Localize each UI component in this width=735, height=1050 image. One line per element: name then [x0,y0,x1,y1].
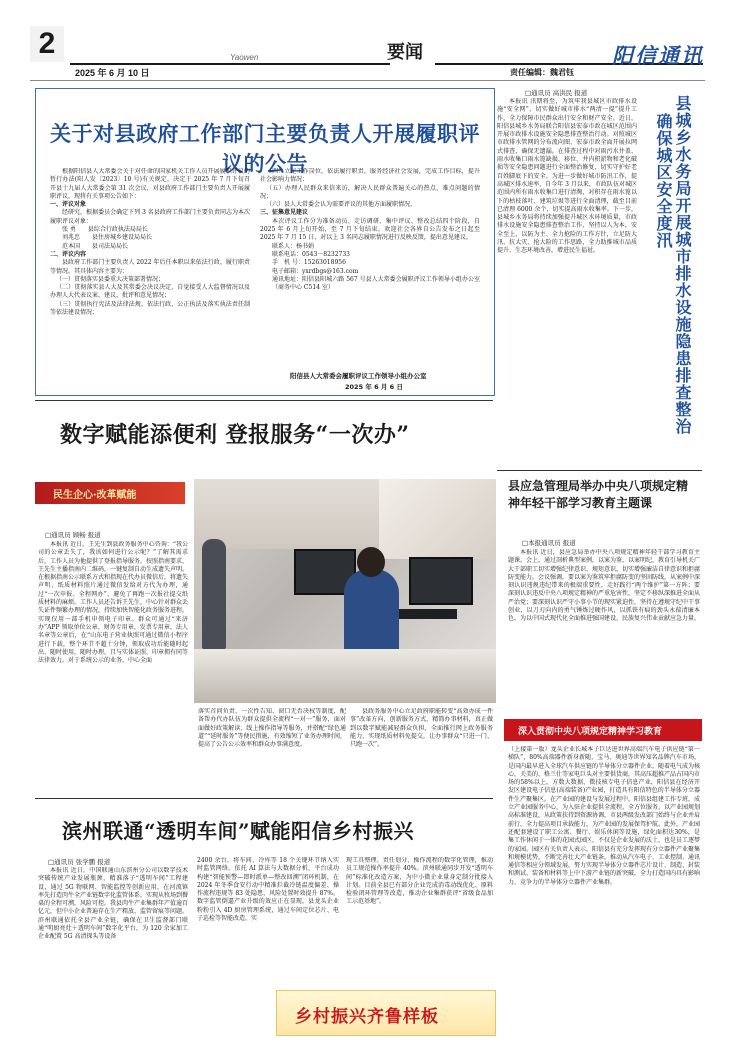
contact-address: 通讯地址：阳信县阳城六路 567 号县人大常委会履职评议工作领导小组办公室（商务中心 C514 室） [272,275,480,292]
digital-body-mid: 落实首问负责、一次性告知、窗口无否决权等制度，配备帮办代办队伍为群众提供全流程“一对一”服务，面对面做好政策解读、线上操作指导等服务，并搭配“绿色通道”“延时服务”等便民措施，有效缩短了业务办理时间，提高了公告公示效率和群众办事满意度。 [198,708,346,749]
notice-para: 经研究，根据委员会确定下列 3 名县政府工作部门主要负责同志为本次履职评议对象： [50,209,250,225]
photo-standing-person [202,539,226,649]
masthead: 阳信通讯 [612,43,704,68]
notice-para: （六）县人大常委会认为需要评议的其他方面履职情况。 [266,201,417,209]
flood-body: 本报讯 汛期将至，为筑牢我县城区市政排水设施“安全网”，切实做好城市排水“两清一提”提升工作，全力保障市民群众出行安全和财产安全。近日，阳信县城乡水务局联合阳信县宏泰市政在城区范围内开展市政排水设施安全隐患排查整治行动。对照城区市政排水管网的分布流向图，宏泰市政全面开展拉网式排查，确保无遗漏。在排查过程中对雨污水井盖、雨水收集口雨水篦缺损、移位、井内积淤物和老化破损等安全隐患问题进行全面整治修复，切实守护好老百姓脚底下的安全。为进一步做好城市防汛工作，提高城区排水速率，自今年 3 月以来，市政队伍对城区范围内所有雨水收集口进行清淘，对积存在雨水篦以下的枯枝落叶、建筑垃圾等进行全面清理，截至目前已清理 6000 余个，切实提高雨水收集率。下一步，县城乡水务局将持续加强提升城区水环境质量，市政排水设施安全隐患排查整治工作，坚持以人为本，安全至上，以防为主、全力抢险的工作方针，立足防大汛、抗大灾、抢大险的工作思路，全力助推城市品质提升、生态环境改善，增进民生福祉。 [497,98,637,255]
photo-window [379,479,496,559]
notice-sign-date: 2025 年 6 月 6 日 [345,383,403,391]
service-hall-photo [194,479,496,703]
page-number: 2 [30,26,64,62]
notice-person: 张 勇 县综合行政执法局局长 [62,226,148,234]
photo-worker [344,569,399,659]
flood-title-line1: 县城乡水务局开展城市排水设施隐患排查整治 [673,95,692,435]
contact-person: 联系人：杨书娟 [272,242,315,250]
notice-para: （五）办理人民群众来信来访，解决人民群众普遍关心的热点、难点问题的情况； [260,184,480,200]
meeting-title: 县应急管理局举办中央八项规定精神年轻干部学习教育主题课 [508,479,689,510]
notice-para: （二）贯彻落实县人大及其常委会决议决定、自觉接受人大监督情况以及办理人大代表议案、建议、批评和意见情况； [50,284,250,300]
photo-monitor-2 [409,557,473,605]
digital-body-right: 县政务服务中心立足政府职能转变“高效办成一件事”改革方向，创新服务方式，精简办事材料，真正做到以数字赋能减轻群众负担，全面推行网上政务服务能力，实现纸质材料免提交，让办事群众“只进一门、只跑一次”。 [350,708,493,749]
binzhou-col3: 现工具整理、责任划分、操作流程的数字化管理，推动员工规范操作率提升 40%。滨州联通同步开发“透明车间”标准化改造方案，为中小微企业量身定制分批接入计划。目前全县已有部分企业完成消毒动线优化、原料检验闭环管理等改造，推动企业集群获评“省级食品加工示范基地”。 [346,857,493,906]
photo-keyboard [399,609,457,619]
notice-column-2 [260,168,480,368]
notice-heading: 三、征集意见建议 [260,209,309,217]
binzhou-col1: 本报讯 近日，中国联通山东滨州分公司以数字技术突破传统产业发展瓶颈，精准落子“透明车间”工程建设，通过 5G 物联网、智能监控等创新应用，在河流镇率先打造肉牛全产业链数字化监管体系，实现从牧场到餐桌的全程可溯，风险可控。我县肉牛产业集群年产值逾百亿元，但中小企业普遍存在生产粗放、监管留痕等问题。滨州联通依托全县产业全链，确保在卫生监督部门联通“明厨亮灶＋透明车间”数字化平台，为 120 余家加工企业配置 5G 高清探头等设备 [38,867,188,941]
digital-body-left: 本报讯 近日，王先生到县政务服务中心咨询：“我公司的公章丢失了，我该如何进行公示呢？”了解其需求后，工作人员为他提供了登报指导服务。按照指南要求，王先生主播指南内二维码，一键复制自动生成遗失声明。在根据指南公示联系方式和指现在代办员微信后，将遗失声明、纸质材料照片通过微信发给对方代为办理，通过“一次申报、全程网办”，避免了再跑一次报社提交纸质材料的麻烦。工作人员还告诉王先生，中心针对群众丢失证件频繁办理的情况，持续加快智能化政务服务进程，实现仅用一部手机申领电子印章。群众可通过“来济办”APP 领取单位公章、财务专用章、发票专用章、法人名章等公章后，在“山东电子营业执照可通过微信小程序进行下载，整个环节不超十分钟，领取成功后能随时起出、随时使用，随时办理，且与实体证照、印章拥有同等法律效力。对于系统公示的业务，中心全面 [38,541,188,665]
notice-para: （一）贯彻落实县委重大决策部署情况； [56,275,165,283]
notice-para: （四）立足工作岗位，依法履行职责，服务经济社会发展，完成工作目标，提升社会影响力情况； [260,168,480,184]
divider-rule [497,470,702,471]
village-banner [276,990,496,1036]
contact-email[interactable]: 电子邮箱：yxrdbgs@163.com [272,267,359,275]
notice-para: 本次评议工作分为准备动员、走访调研、集中评议、整改总结四个阶段，自 2025 年 6 月上旬开始，至 7 月下旬结束。欢迎社会各界自公告发布之日起至 2025 年 7 月 15 日，对以上 3 名同志履职情况进行反映反馈，提出意见建议。 [260,217,480,242]
notice-heading: 一、评议对象 [50,201,87,209]
section-pinyin: Yaowen [230,53,259,62]
notice-title: 关于对县政府工作部门主要负责人开展履职评议的公告 [50,121,480,176]
digital-title: 数字赋能添便利 登报服务“一次办” [60,422,410,448]
flood-title [648,95,692,465]
contact-phone: 联系电话：0543－8232733 [272,250,350,258]
divider-rule [35,400,493,401]
binzhou-title: 滨州联通“透明车间”赋能阳信乡村振兴 [62,819,415,843]
digital-banner-label: 民生企心·改革赋能 [53,490,137,501]
meeting-body: 本报讯 近日，县应急局举办中央八项规定精神年轻干部学习教育主题课。会上，通过剖析典型案例，以案为鉴、以案明纪，教育引导机关广大干部职工切实增强纪律意识、规矩意识，切实增强廉洁自律意识和拒腐防变能力。会议强调，要以案为鉴筑牢拒腐防变的坚固防线，从案例中深刻认识违规违纪带来的极端重要性，走好践行“两个维护”第一方阵；要深刻认识违反中央八项规定精神的严重危害性，坚定不移纵深推进全面从严治党；要深刻认识严守小事小节的现实紧迫性，坚持在遵规守纪中干事创业，以刀刃向内的勇气锤炼过硬作风，以抓铁有痕的劲头永葆清廉本色。为以中国式现代化全面推进强国建设、民族复兴伟业贡献应急力量。 [508,549,700,623]
notice-person: 范本国 县司法局局长 [62,242,129,250]
notice-para: 县政府工作部门主要负责人 2022 年后任本职以来依法行政、履行职责等情况。其具体内容主要为： [50,259,250,275]
notice-para: （三）贯彻执行宪法及法律法规、依法行政、公正执法及落实执法责任制等依法建设情况； [50,300,250,317]
meeting-banner-label: 深入贯彻中央八项规定精神学习教育 [518,727,663,737]
notice-signature: 阳信县人大常委会履职评议工作领导小组办公室 [290,372,427,380]
section-title: 要闻 [387,42,423,63]
photo-worker-head [357,547,385,577]
binzhou-col2: 2400 余台，将车间、冷库等 18 个关键环节纳入实时监管网络。依托 AI 算法与大数据分析，平台成功构建“智能预警—即时派单—整改回溯”闭环机制，在 2024 年冬季食安行动中精准拦截冷链温度偏差、操作流程违规等 83 处隐患，风险处置时效提升 87%。数字监管倒逼产业升级的效应正在显现。县龙头企业粉粉引入 4D 厨房管理系统，通过车间定位芯片、电子巡检等智能改造，实 [197,857,339,923]
notice-column-1 [50,168,250,393]
notice-heading: 二、评议内容 [50,250,87,258]
header-rule-left [70,63,390,65]
photo-desk [194,649,496,703]
divider-rule [35,798,493,799]
village-banner-label: 乡村振兴齐鲁样板 [295,1007,439,1027]
contact-mobile: 手 机 号：15263018956 [272,259,346,267]
notice-para: 根据阳信县人大常委会关于对任命的国家机关工作人员开展履职评议的暂行办法(阳人发〔2023〕10 号)有关规定，决定于 2025 年 7 月下旬召开县十九届人大常委会第 31 次会议，对县政府工作部门主要负责人开展履职评议，现将有关事项公告如下： [50,168,250,200]
page-editor: 责任编辑：魏君钰 [510,68,574,77]
digital-banner [35,482,185,504]
issue-date: 2025 年 6 月 10 日 [75,68,150,78]
flood-byline: □通讯员 高洪民 报道 [525,89,588,97]
meeting-byline: □本报通讯员 报道 [522,539,576,547]
meeting-banner [504,719,702,741]
binzhou-byline: □通讯员 张学鹏 报道 [48,858,111,866]
industry-body: （上接第一版）龙头企业长城本子巨达进世界高端汽车电子供应链“第一梯队”，80%高端器件新身新随，宝马、奥迪等世界知名品牌汽车市场，是国内最早进入全球汽车供应链的半导体分立器件企业。随着电气成为核心，关美的、格兰仕等家电巨头对主要供货商，其高压超推产品占国内市场的58%以上。方数大数据、微技核专电子信息产业，阳信县在经济开发区建设电子信息(高端装备)产业园，打造具有阳信特色的半导体分立器件生产聚集区。在产业园的建设与发展过程中，阳信县组建工作专班，成立产业园服务中心，为入驻企业提供全流程、全方位服务。以产业园规划高标准建设，从政策扶持到资源协调，市县两级发改部门始终与企业并肩前行，全力提高项目承载能力，为产业园的发展保驾护航。此外，产业园还配套建设了职工公寓、餐厅、娱乐休闲等设施，绿化面积达30%，是集工作休闲于一体的花园式园区，不仅是企业发展的沃土，也是员工逐梦的家园。园区有关负责人表示，阳信县有充分发挥现有分立器件产业聚集和规模优势，不断完善壮大产业链条，推动从汽车电子、工业控制、通讯通信等相应分领域发展，努力实现半导体分立器件芯片设计、制造、封装和测试、装备和材料等上中下游产业链的新突破，全力打造国内具有影响力、竞争力的半导体分立器件产业集群。 [508,746,700,886]
header-divider [30,80,705,81]
flood-title-line2: 确保城区安全度汛 [654,113,673,249]
digital-byline: □通讯员 顾畅 报道 [45,531,101,539]
notice-person: 刘兆忠 县住房城乡建设局局长 [62,234,153,242]
